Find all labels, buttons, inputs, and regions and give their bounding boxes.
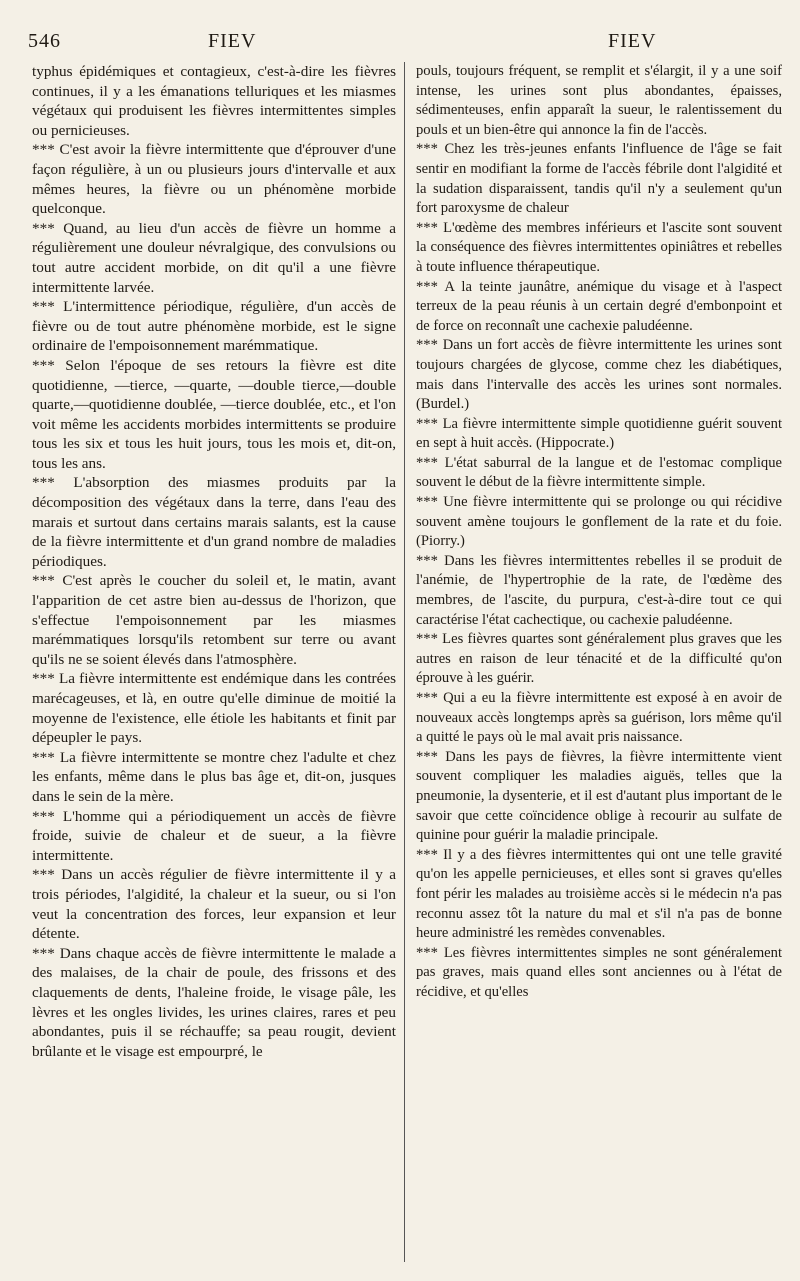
paragraph: *** Les fièvres quartes sont généralement plus graves que les autres en raison de leur ténacité et de la difficulté qu'on éprouve à les guérir.	[416, 631, 782, 687]
paragraph: *** La fièvre intermittente est endémique dans les contrées marécageuses, et là, en outre qu'elle diminue de moitié la moyenne de l'existence, elle étiole les habitants et finit par dépeupler le pays.	[32, 670, 396, 747]
paragraph: *** Dans les fièvres intermittentes rebelles il se produit de l'anémie, de l'hypertrophie de la rate, de l'œdème des membres, de l'ascite, du purpura, c'est-à-dire tout ce qui caractérise l'état cachectique, ou cachexie paludéenne.	[416, 552, 782, 628]
column-divider	[404, 62, 405, 1262]
paragraph: *** Qui a eu la fièvre intermittente est exposé à en avoir de nouveaux accès longtemps après sa guérison, lors même qu'il a quitté le pays où le mal avait pris naissance.	[416, 690, 782, 746]
right-running-title: FIEV	[608, 30, 657, 52]
paragraph: *** Une fièvre intermittente qui se prolonge ou qui récidive souvent amène toujours le gonflement de la rate et du foie. (Piorry.)	[416, 494, 782, 550]
paragraph: typhus épidémiques et contagieux, c'est-à-dire les fièvres continues, il y a les émanations telluriques et les miasmes végétaux qui produisent les fièvres intermittentes simples ou pernicieuses.	[32, 63, 396, 139]
paragraph: *** La fièvre intermittente se montre chez l'adulte et chez les enfants, même dans le plus bas âge et, dit-on, jusques dans le sein de la mère.	[32, 748, 396, 805]
left-running-title: FIEV	[208, 30, 257, 52]
paragraph: *** L'état saburral de la langue et de l'estomac complique souvent le début de la fièvre intermittente simple.	[416, 454, 782, 491]
paragraph: *** L'absorption des miasmes produits par la décomposition des végétaux dans la terre, dans l'eau des marais et surtout dans certains marais salants, est la cause de la fièvre intermittente et d'un grand nombre de maladies périodiques.	[32, 474, 396, 570]
paragraph: *** Dans chaque accès de fièvre intermittente le malade a des malaises, de la chair de poule, des frissons et des claquements de dents, l'haleine froide, le visage pâle, les lèvres et les ongles livides, les urines claires, rares et peu abondantes, puis il se réchauffe; sa peau rougit, devient brûlante et le visage est empourpré, le	[32, 944, 396, 1060]
right-column	[416, 62, 782, 1272]
paragraph: *** Dans les pays de fièvres, la fièvre intermittente vient souvent compliquer les maladies aiguës, telles que la pneumonie, la dysenterie, et il est d'autant plus important de le savoir que cette coïncidence oblige à recourir au sulfate de quinine pour guérir la maladie principale.	[416, 748, 782, 844]
paragraph: *** Chez les très-jeunes enfants l'influence de l'âge se fait sentir en modifiant la forme de l'accès fébrile dont l'algidité et la sudation disparaissent, tandis qu'il n'y a seulement qu'un fort paroxysme de chaleur	[416, 141, 782, 217]
paragraph: *** Selon l'époque de ses retours la fièvre est dite quotidienne, —tierce, —quarte, —double tierce,—double quarte,—quotidienne doublée, —tierce doublée, etc., et l'on voit même les accidents morbides intermittents se produire tous les six et tous les huit jours, tous les mois et, dit-on, tous les ans.	[32, 356, 396, 472]
paragraph: pouls, toujours fréquent, se remplit et s'élargit, il y a une soif intense, les urines sont plus abondantes, épaisses, sédimenteuses, enfin apparaît la sueur, le ralentissement du pouls et un bien-être qui annonce la fin de l'accès.	[416, 63, 782, 138]
running-header	[28, 30, 782, 58]
paragraph: *** Quand, au lieu d'un accès de fièvre un homme a régulièrement une douleur névralgique, des convulsions ou tout autre accident morbide, on dit qu'il a une fièvre intermittente larvée.	[32, 219, 396, 296]
paragraph: *** C'est avoir la fièvre intermittente que d'éprouver d'une façon régulière, à un ou plusieurs jours d'intervalle et aux mêmes heures, la fièvre ou un phénomène morbide quelconque.	[32, 141, 396, 218]
paragraph: *** C'est après le coucher du soleil et, le matin, avant l'apparition de cet astre bien au-dessus de l'horizon, que s'effectue l'empoisonnement par les miasmes marémmatiques lorsqu'ils retombent sur terre ou avant qu'ils ne se soient élevés dans l'atmosphère.	[32, 572, 396, 668]
paragraph: *** A la teinte jaunâtre, anémique du visage et à l'aspect terreux de la peau réunis à un certain degré d'embonpoint et de force on reconnaît une cachexie paludéenne.	[416, 278, 782, 334]
page-number: 546	[28, 30, 61, 52]
left-column	[32, 62, 396, 1272]
paragraph: *** L'intermittence périodique, régulière, d'un accès de fièvre ou de tout autre phénomène morbide, est le signe ordinaire de l'empoisonnement marémmatique.	[32, 298, 396, 355]
paragraph: *** L'œdème des membres inférieurs et l'ascite sont souvent la conséquence des fièvres intermittentes opiniâtres et rebelles à toute influence thérapeutique.	[416, 219, 782, 275]
paragraph: *** Dans un fort accès de fièvre intermittente les urines sont toujours chargées de glycose, comme chez les diabétiques, mais dans l'intervalle des accès les urines sont normales. (Burdel.)	[416, 337, 782, 413]
paragraph: *** L'homme qui a périodiquement un accès de fièvre froide, suivie de chaleur et de sueur, a la fièvre intermittente.	[32, 807, 396, 864]
paragraph: *** La fièvre intermittente simple quotidienne guérit souvent en sept à huit accès. (Hippocrate.)	[416, 415, 782, 452]
paragraph: *** Les fièvres intermittentes simples ne sont généralement pas graves, mais quand elles sont anciennes ou à l'état de récidive, et qu'elles	[416, 944, 782, 1000]
paragraph: *** Il y a des fièvres intermittentes qui ont une telle gravité qu'on les appelle pernicieuses, et elles sont si graves qu'elles font périr les malades au troisième accès si le médecin n'a pas reconnu assez tôt la nature du mal et s'il n'a pas de bonne heure administré les remèdes convenables.	[416, 846, 782, 942]
paragraph: *** Dans un accès régulier de fièvre intermittente il y a trois périodes, l'algidité, la chaleur et la sueur, ou si l'on veut la concentration des forces, leur expansion et leur détente.	[32, 866, 396, 943]
